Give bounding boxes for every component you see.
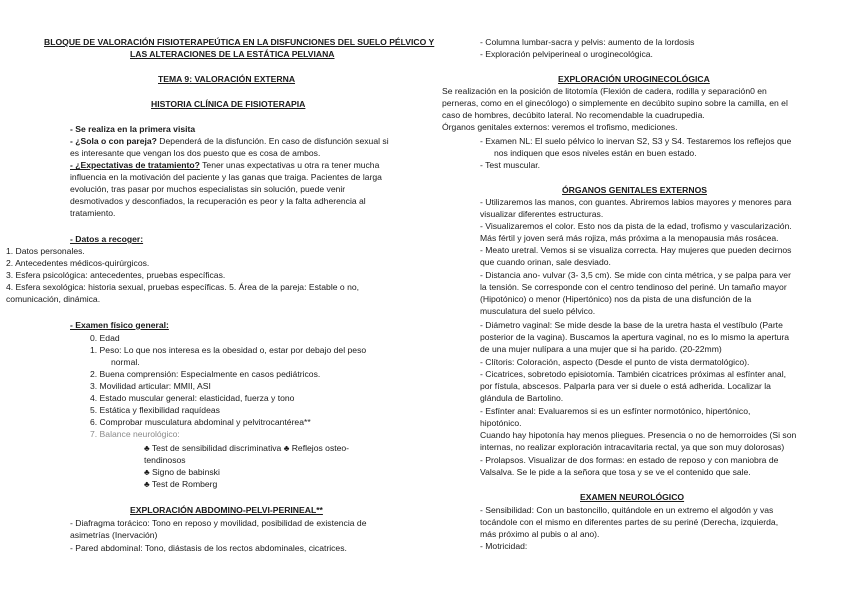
abd-item-1-cont: asimetrías (Inervación) <box>70 530 158 540</box>
expectativas-text-3: evolución, tras pasar por muchos especialistas sin solución, puede venir <box>70 184 346 194</box>
examen-item-4: 4. Estado muscular general: elasticidad, fuerza y tono <box>90 393 295 403</box>
sola-pareja-text: Dependerá de la disfunción. En caso de disfunción sexual si <box>156 136 389 146</box>
right-item-columna: - Columna lumbar-sacra y pelvis: aumento de la lordosis <box>480 37 695 47</box>
organos-item-5: - Diámetro vaginal: Se mide desde la base de la uretra hasta el vestíbulo (Parte <box>480 320 783 330</box>
organos-item-7-cont-1: por fístula, abscesos. Palparla para ver si duele o está adherida. Localizar la <box>480 381 771 391</box>
uro-item-test-muscular: - Test muscular. <box>480 160 541 170</box>
examen-neurologico-heading: EXAMEN NEUROLÓGICO <box>580 492 685 502</box>
organos-item-8-cont: hipotónico. <box>480 418 522 428</box>
organos-item-10: - Prolapsos. Visualizar de dos formas: en estado de reposo y con maniobra de <box>480 455 779 465</box>
neuro-test-3: ♣ Test de Romberg <box>144 479 218 489</box>
expectativas-text-2: influencia en la motivación del paciente y las ganas que traiga. Pacientes de larga <box>70 172 382 182</box>
organos-item-7: - Cicatrices, sobretodo episiotomía. También cicatrices próximas al esfínter anal, <box>480 369 787 379</box>
organos-heading: ÓRGANOS GENITALES EXTERNOS <box>562 185 707 195</box>
exploracion-abdomino-heading: EXPLORACIÓN ABDOMINO-PELVI-PERINEAL** <box>130 505 323 515</box>
organos-text-9-cont: internas, no realizar exploración intracavitaria rectal, ya que son muy dolorosas) <box>480 442 785 452</box>
sola-pareja-text-2: es interesante que vengan los dos puesto que es cosa de ambos. <box>70 148 321 158</box>
examen-item-6: 6. Comprobar musculatura abdominal y pelvitrocantérea** <box>90 417 311 427</box>
neuro-test-2: ♣ Signo de babinski <box>144 467 220 477</box>
examen-item-1-cont: normal. <box>111 357 140 367</box>
organos-item-3-cont: que cuando orinan, sale desviado. <box>480 257 611 267</box>
uro-item-examen-nl-cont: nos indiquen que esos niveles están en buen estado. <box>494 148 697 158</box>
organos-item-4-cont-3: musculatura del suelo pélvico. <box>480 306 596 316</box>
organos-item-8: - Esfínter anal: Evaluaremos si es un esfínter normotónico, hipertónico, <box>480 406 751 416</box>
organos-item-2-cont: Más fértil y joven será más rojiza, más próxima a la menopausia más rosácea. <box>480 233 779 243</box>
document-title-line-1: BLOQUE DE VALORACIÓN FISIOTERAPEÚTICA EN LA DISFUNCIONES DEL SUELO PÉLVICO Y <box>44 37 435 47</box>
uro-text-4: Órganos genitales externos: veremos el trofismo, mediciones. <box>442 122 678 132</box>
bullet-sola-pareja <box>70 136 389 147</box>
organos-item-4: - Distancia ano- vulvar (3- 3,5 cm). Se mide con cinta métrica, y se palpa para ver <box>480 270 791 280</box>
expectativas-text-5: tratamiento. <box>70 208 116 218</box>
examen-item-3: 3. Movilidad articular: MMII, ASI <box>90 381 211 391</box>
uro-item-examen-nl: - Examen NL: El suelo pélvico lo inervan S2, S3 y S4. Testaremos los reflejos que <box>480 136 792 146</box>
organos-item-10-cont: Valsalva. Se le pide a la señora que tosa y se ve el contenido que sale. <box>480 467 751 477</box>
bullet-primera-visita: - Se realiza en la primera visita <box>70 124 196 134</box>
neuro-item-motricidad: - Motricidad: <box>480 541 528 551</box>
uro-text-1: Se realización en la posición de litotomía (Flexión de cadera, rodilla y separación0 en <box>442 86 767 96</box>
right-item-exploracion: - Exploración pelviperineal o uroginecológica. <box>480 49 653 59</box>
organos-item-4-cont-2: (Hipotónico) o menor (Hipertónico) nos da pista de una disfunción de la <box>480 294 752 304</box>
organos-item-1-cont: visualizar diferentes estructuras. <box>480 209 604 219</box>
neuro-item-sensibilidad: - Sensibilidad: Con un bastoncillo, quitándole en un extremo el algodón y vas <box>480 505 774 515</box>
organos-item-3: - Meato uretral. Vemos si se visualiza correcta. Hay mujeres que pueden decirnos <box>480 245 792 255</box>
uro-text-3: caso de hombres, decúbito lateral. No recomendable la cuadrupedia. <box>442 110 705 120</box>
datos-item-1: 1. Datos personales. <box>6 246 85 256</box>
neuro-item-sensibilidad-cont-2: más próximo al pubis o al ano). <box>480 529 600 539</box>
examen-item-1: 1. Peso: Lo que nos interesa es la obesidad o, estar por debajo del peso <box>90 345 367 355</box>
sola-pareja-label: - ¿Sola o con pareja? <box>70 136 157 146</box>
bullet-expectativas <box>70 160 379 171</box>
datos-item-4-cont: comunicación, dinámica. <box>6 294 101 304</box>
neuro-item-sensibilidad-cont-1: tocándole con el mismo en diferentes partes de su periné (Derecha, izquierda, <box>480 517 779 527</box>
expectativas-text: Tener unas expectativas u otra ra tener mucha <box>199 160 380 170</box>
datos-item-3: 3. Esfera psicológica: antecedentes, pruebas específicas. <box>6 270 226 280</box>
neuro-test-1-cont: tendinosos <box>144 455 186 465</box>
exploracion-uro-heading: EXPLORACIÓN UROGINECOLÓGICA <box>558 74 710 84</box>
examen-item-0: 0. Edad <box>90 333 120 343</box>
neuro-test-1: ♣ Test de sensibilidad discriminativa ♣ Reflejos osteo- <box>144 443 350 453</box>
organos-item-5-cont-1: posterior de la vagina). Buscamos la apertura vaginal, no es lo mismo la apertura <box>480 332 790 342</box>
historia-heading: HISTORIA CLÍNICA DE FISIOTERAPIA <box>151 99 306 109</box>
organos-item-6: - Clítoris: Coloración, aspecto (Desde el punto de vista dermatológico). <box>480 357 750 367</box>
examen-item-2: 2. Buena comprensión: Especialmente en casos pediátricos. <box>90 369 321 379</box>
abd-item-1: - Diafragma torácico: Tono en reposo y movilidad, posibilidad de existencia de <box>70 518 367 528</box>
datos-item-2: 2. Antecedentes médicos-quirúrgicos. <box>6 258 150 268</box>
datos-item-4: 4. Esfera sexológica: historia sexual, pruebas específicas. 5. Área de la pareja: Estable o no, <box>6 282 360 292</box>
uro-text-2: perneras, como en el ginecólogo) o simplemente en decúbito supino sobre la camilla, en el <box>442 98 788 108</box>
expectativas-label: - ¿Expectativas de tratamiento? <box>70 160 200 170</box>
organos-text-9: Cuando hay hipotonía hay menos pliegues. Presencia o no de hemorroides (Si son <box>480 430 797 440</box>
organos-item-5-cont-2: de una mujer nulípara a una mujer que si ha parido. (20-22mm) <box>480 344 722 354</box>
organos-item-1: - Utilizaremos las manos, con guantes. Abriremos labios mayores y menores para <box>480 197 792 207</box>
examen-item-7: 7. Balance neurológico: <box>90 429 180 439</box>
examen-fisico-heading: - Examen físico general: <box>70 320 169 330</box>
organos-item-2: - Visualizaremos el color. Esto nos da pista de la edad, trofismo y vascularización. <box>480 221 792 231</box>
abd-item-2: - Pared abdominal: Tono, diástasis de los rectos abdominales, cicatrices. <box>70 543 347 553</box>
tema-heading: TEMA 9: VALORACIÓN EXTERNA <box>158 74 296 84</box>
document-title-line-2: LAS ALTERACIONES DE LA ESTÁTICA PELVIANA <box>130 49 335 59</box>
organos-item-4-cont-1: la tensión. Se corresponde con el centro tendinoso del periné. Un tamaño mayor <box>480 282 787 292</box>
expectativas-text-4: desmotivados y desconfiados, la recuperación es peor y la falta adherencia al <box>70 196 366 206</box>
organos-item-7-cont-2: glándula de Bartolino. <box>480 393 564 403</box>
datos-heading: - Datos a recoger: <box>70 234 144 244</box>
examen-item-5: 5. Estática y flexibilidad raquídeas <box>90 405 220 415</box>
